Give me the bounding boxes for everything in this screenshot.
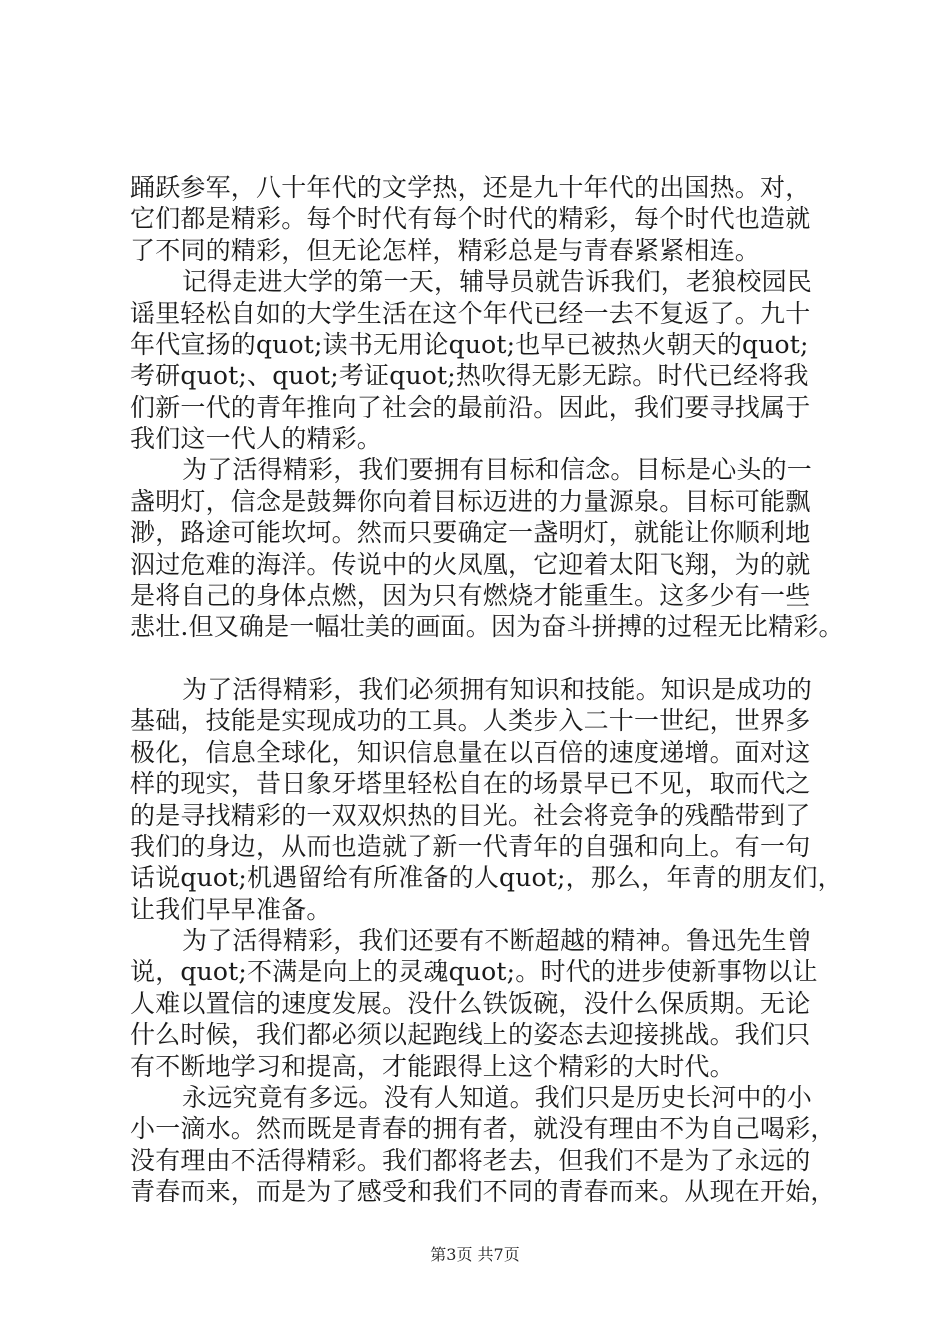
paragraph-first-line: 为了活得精彩，我们还要有不断超越的精神。鲁迅先生曾 [182,926,813,955]
text-line: 盏明灯，信念是鼓舞你向着目标迈进的力量源泉。目标可能飘 [130,487,811,516]
text-line: 渺，路途可能坎坷。然而只要确定一盏明灯，就能让你顺利地 [130,518,811,547]
text-line: 有不断地学习和提高，才能跟得上这个精彩的大时代。 [130,1052,735,1081]
text-line: 谣里轻松自如的大学生活在这个年代已经一去不复返了。九十 [130,299,811,328]
text-line: 极化，信息全球化，知识信息量在以百倍的速度递增。面对这 [130,738,811,767]
text-line: 们新一代的青年推向了社会的最前沿。因此，我们要寻找属于 [130,393,811,422]
paragraph-first-line: 记得走进大学的第一天，辅导员就告诉我们，老狼校园民 [182,267,813,296]
text-line: 青春而来，而是为了感受和我们不同的青春而来。从现在开始， [130,1177,836,1206]
paragraph-first-line: 为了活得精彩，我们必须拥有知识和技能。知识是成功的 [182,675,813,704]
text-line: 年代宣扬的quot;读书无用论quot;也早已被热火朝天的quot; [130,330,809,359]
text-line: 我们的身边，从而也造就了新一代青年的自强和向上。有一句 [130,832,811,861]
text-line: 人难以置信的速度发展。没什么铁饭碗，没什么保质期。无论 [130,989,811,1018]
text-line: 让我们早早准备。 [130,895,332,924]
text-line: 悲壮.但又确是一幅壮美的画面。因为奋斗拼搏的过程无比精彩。 [130,612,844,641]
text-line: 踊跃参军，八十年代的文学热，还是九十年代的出国热。对， [130,173,811,202]
text-line: 没有理由不活得精彩。我们都将老去，但我们不是为了永远的 [130,1146,811,1175]
text-line: 什么时候，我们都必须以起跑线上的姿态去迎接挑战。我们只 [130,1020,811,1049]
text-line: 了不同的精彩，但无论怎样，精彩总是与青春紧紧相连。 [130,236,761,265]
text-line: 的是寻找精彩的一双双炽热的目光。社会将竞争的残酷带到了 [130,801,811,830]
page-number-footer: 第3页 共7页 [430,1245,520,1264]
text-line: 说，quot;不满是向上的灵魂quot;。时代的进步使新事物以让 [130,957,818,986]
text-line: 考研quot;、quot;考证quot;热吹得无影无踪。时代已经将我 [130,361,809,390]
paragraph-first-line: 永远究竟有多远。没有人知道。我们只是历史长河中的小 [182,1083,813,1112]
text-line: 它们都是精彩。每个时代有每个时代的精彩，每个时代也造就 [130,204,811,233]
text-line: 是将自己的身体点燃，因为只有燃烧才能重生。这多少有一些 [130,581,811,610]
text-line: 泅过危难的海洋。传说中的火凤凰，它迎着太阳飞翔，为的就 [130,550,811,579]
paragraph-first-line: 为了活得精彩，我们要拥有目标和信念。目标是心头的一 [182,455,813,484]
text-line: 基础，技能是实现成功的工具。人类步入二十一世纪，世界多 [130,706,811,735]
text-line: 小一滴水。然而既是青春的拥有者，就没有理由不为自己喝彩， [130,1114,836,1143]
text-line: 话说quot;机遇留给有所准备的人quot;，那么，年青的朋友们， [130,863,843,892]
text-line: 样的现实，昔日象牙塔里轻松自在的场景早已不见，取而代之 [130,769,811,798]
text-line: 我们这一代人的精彩。 [130,424,383,453]
